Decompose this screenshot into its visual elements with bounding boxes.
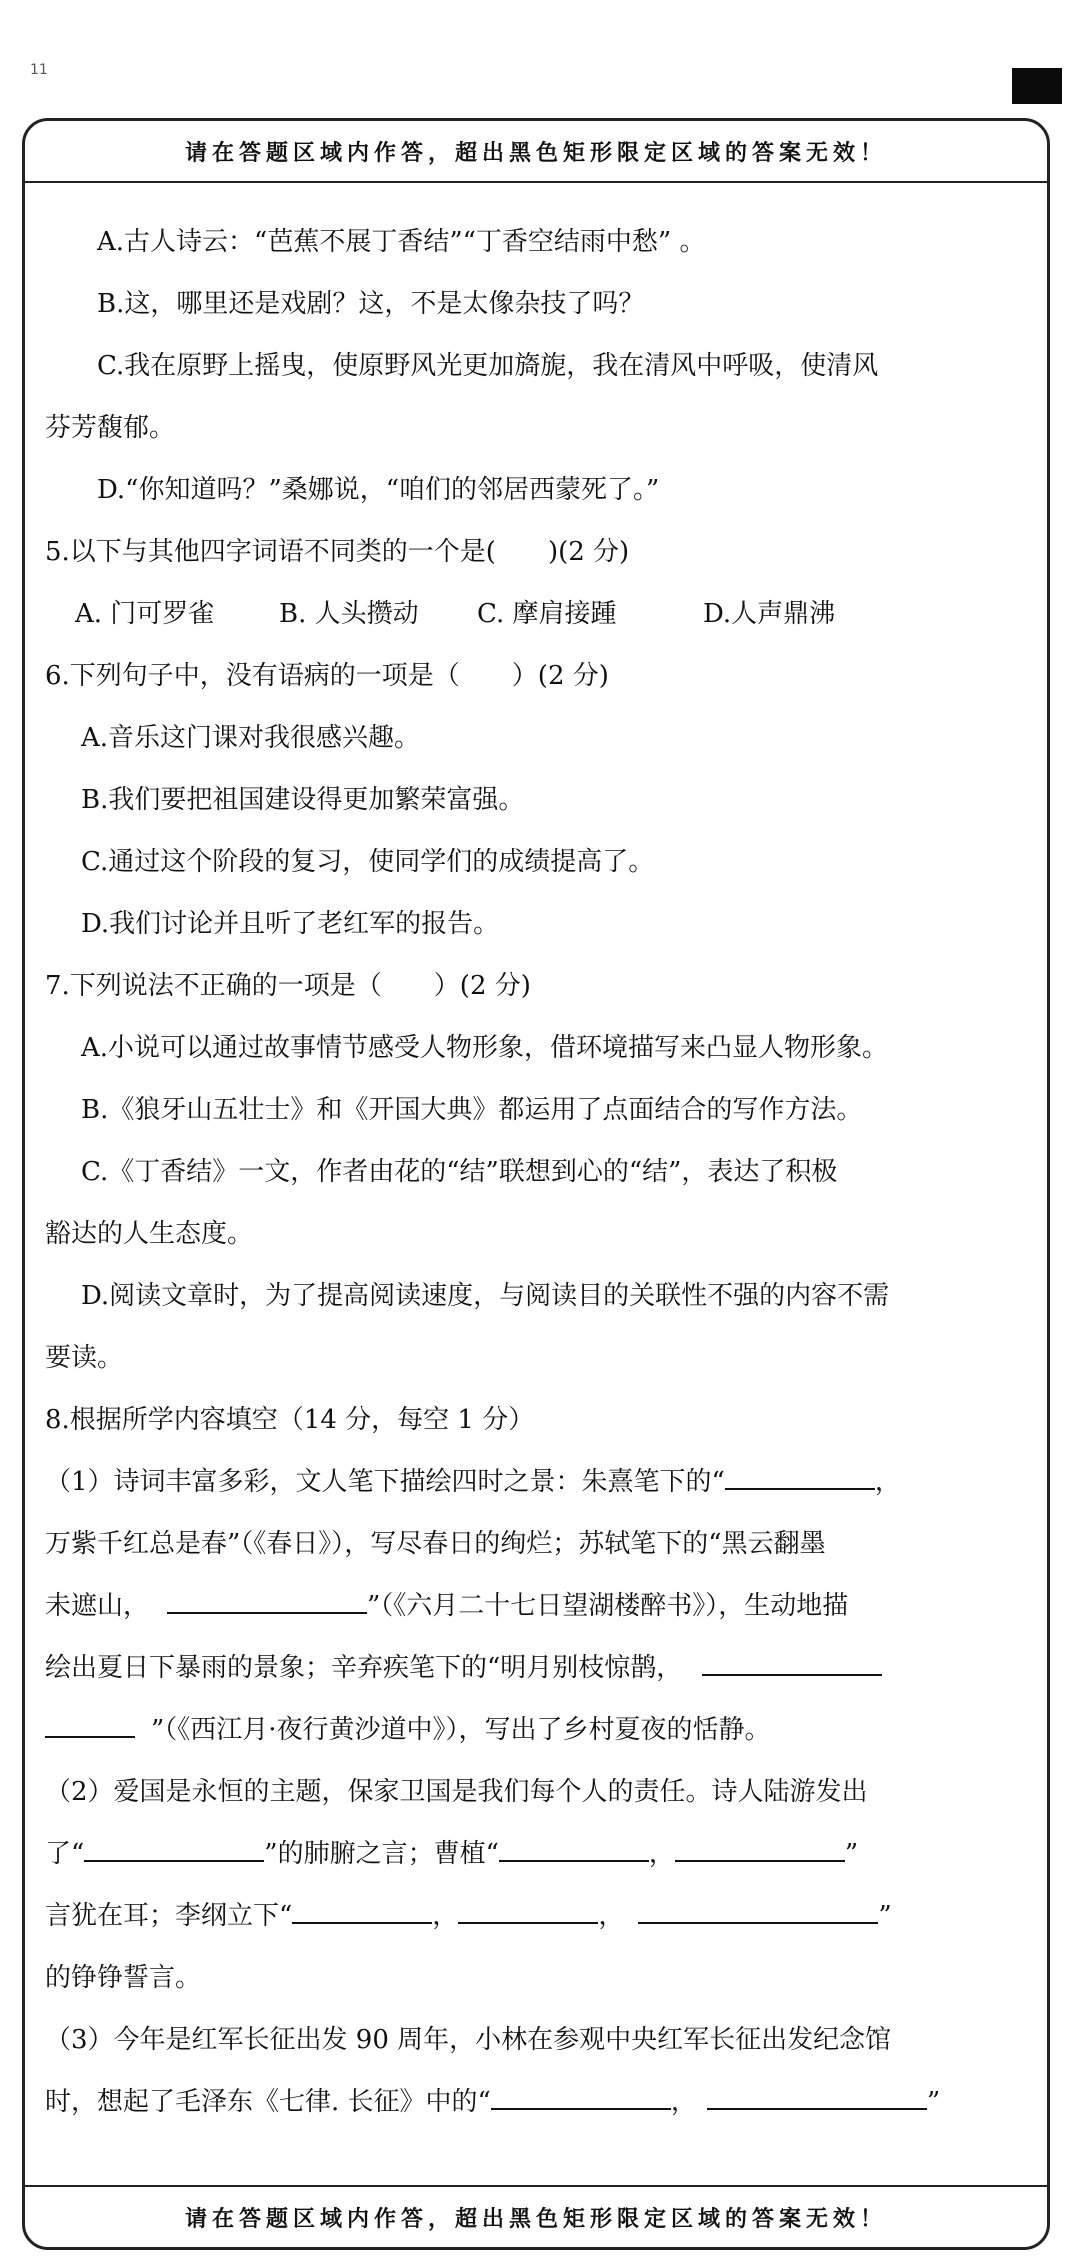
- q4-option-c-line2: 芬芳馥郁。: [45, 413, 176, 443]
- q4-option-c-line1: C.我在原野上摇曳，使原野风光更加旖旎，我在清风中呼吸，使清风: [97, 351, 879, 381]
- q8-part1-line4: [45, 1637, 1027, 1699]
- answer-blank[interactable]: [702, 1640, 882, 1676]
- answer-blank[interactable]: [707, 2074, 927, 2110]
- q8-part3-line2: [45, 2071, 1027, 2133]
- q8-part3-line1: （3）今年是红军长征出发 90 周年，小林在参观中央红军长征出发纪念馆: [45, 2025, 892, 2055]
- q7-option-c-line2: 豁达的人生态度。: [45, 1219, 254, 1249]
- q8-part1-line1: [45, 1451, 1027, 1513]
- q8-part2-text: ”: [878, 1901, 892, 1931]
- q8-part2-line3: [45, 1885, 1027, 1947]
- q8-part2-text: ”的肺腑之言；曹植“: [264, 1839, 499, 1869]
- q7-option-d-line1: D.阅读文章时，为了提高阅读速度，与阅读目的关联性不强的内容不需: [81, 1281, 890, 1311]
- q7-stem: 7.下列说法不正确的一项是（ ）(2 分): [45, 971, 531, 1001]
- q8-part2-line1: （2）爱国是永恒的主题，保家卫国是我们每个人的责任。诗人陆游发出: [45, 1777, 868, 1807]
- answer-blank[interactable]: [638, 1888, 878, 1924]
- q8-part3-text: ，: [670, 2087, 697, 2117]
- answer-blank[interactable]: [725, 1454, 875, 1490]
- q8-part1-text: 绘出夏日下暴雨的景象；辛弃疾笔下的“明月别枝惊鹊，: [45, 1653, 683, 1683]
- page-mark: 11: [30, 62, 48, 78]
- q7-option-c-line1: C.《丁香结》一文，作者由花的“结”联想到心的“结”，表达了积极: [81, 1157, 838, 1187]
- q8-part1-text: 未遮山，: [45, 1591, 150, 1621]
- q5-option-d: D.人声鼎沸: [703, 599, 836, 629]
- answer-blank[interactable]: [84, 1826, 264, 1862]
- answer-area-frame: [22, 118, 1050, 2250]
- q6-option-b: B.我们要把祖国建设得更加繁荣富强。: [81, 785, 525, 815]
- q5-option-a: A. 门可罗雀: [75, 599, 215, 629]
- header-banner: 请在答题区域内作答，超出黑色矩形限定区域的答案无效！: [25, 121, 1047, 183]
- q5-option-c: C. 摩肩接踵: [477, 599, 617, 629]
- q8-part1-text: ”（《西江月·夜行黄沙道中》），写出了乡村夏夜的恬静。: [151, 1715, 771, 1745]
- q5-stem: 5.以下与其他四字词语不同类的一个是( )(2 分): [45, 537, 630, 567]
- scan-alignment-marker: [1012, 68, 1062, 104]
- q8-part2-text: ，: [648, 1839, 675, 1869]
- q8-part2-text: ，: [598, 1901, 625, 1931]
- q8-part1-text: （1）诗词丰富多彩，文人笔下描绘四时之景：朱熹笔下的“: [45, 1467, 725, 1497]
- q6-option-d: D.我们讨论并且听了老红军的报告。: [81, 909, 500, 939]
- q8-part2-text: 了“: [45, 1839, 85, 1869]
- q7-option-a: A.小说可以通过故事情节感受人物形象，借环境描写来凸显人物形象。: [81, 1033, 889, 1063]
- q8-part1-line2: 万紫千红总是春”（《春日》），写尽春日的绚烂；苏轼笔下的“黑云翻墨: [45, 1529, 826, 1559]
- q8-part3-text: 时，想起了毛泽东《七律. 长征》中的“: [45, 2087, 491, 2117]
- answer-blank[interactable]: [491, 2074, 671, 2110]
- q5-options: [45, 583, 1027, 645]
- answer-blank[interactable]: [292, 1888, 432, 1924]
- footer-banner: 请在答题区域内作答，超出黑色矩形限定区域的答案无效！: [25, 2185, 1047, 2247]
- q8-part2-line2: [45, 1823, 1027, 1885]
- answer-blank[interactable]: [499, 1826, 649, 1862]
- q8-part3-text: ”: [926, 2087, 941, 2117]
- q8-part1-text: ”（《六月二十七日望湖楼醉书》），生动地描: [367, 1591, 849, 1621]
- q8-stem: 8.根据所学内容填空（14 分，每空 1 分）: [45, 1405, 535, 1435]
- q7-option-d-line2: 要读。: [45, 1343, 124, 1373]
- answer-blank[interactable]: [45, 1702, 135, 1738]
- q4-option-d: D.“你知道吗？”桑娜说，“咱们的邻居西蒙死了。”: [97, 475, 660, 505]
- q6-option-a: A.音乐这门课对我很感兴趣。: [81, 723, 421, 753]
- q6-stem: 6.下列句子中，没有语病的一项是（ ）(2 分): [45, 661, 609, 691]
- q4-option-b: B.这，哪里还是戏剧？这，不是太像杂技了吗？: [97, 289, 645, 319]
- answer-content: [45, 211, 1027, 2133]
- q4-option-a: A.古人诗云：“芭蕉不展丁香结”“丁香空结雨中愁” 。: [97, 227, 706, 257]
- q8-part1-line5: [45, 1699, 1027, 1761]
- q8-part2-text: ”: [844, 1839, 859, 1869]
- q8-part2-line4: 的铮铮誓言。: [45, 1963, 202, 1993]
- q6-option-c: C.通过这个阶段的复习，使同学们的成绩提高了。: [81, 847, 655, 877]
- q8-part1-text: ，: [874, 1467, 901, 1497]
- answer-blank[interactable]: [167, 1578, 367, 1614]
- q5-option-b: B. 人头攒动: [279, 599, 419, 629]
- q8-part1-line3: [45, 1575, 1027, 1637]
- answer-blank[interactable]: [458, 1888, 598, 1924]
- q8-part2-text: ，: [432, 1901, 459, 1931]
- answer-blank[interactable]: [675, 1826, 845, 1862]
- q7-option-b: B.《狼牙山五壮士》和《开国大典》都运用了点面结合的写作方法。: [81, 1095, 863, 1125]
- q8-part2-text: 言犹在耳；李纲立下“: [45, 1901, 293, 1931]
